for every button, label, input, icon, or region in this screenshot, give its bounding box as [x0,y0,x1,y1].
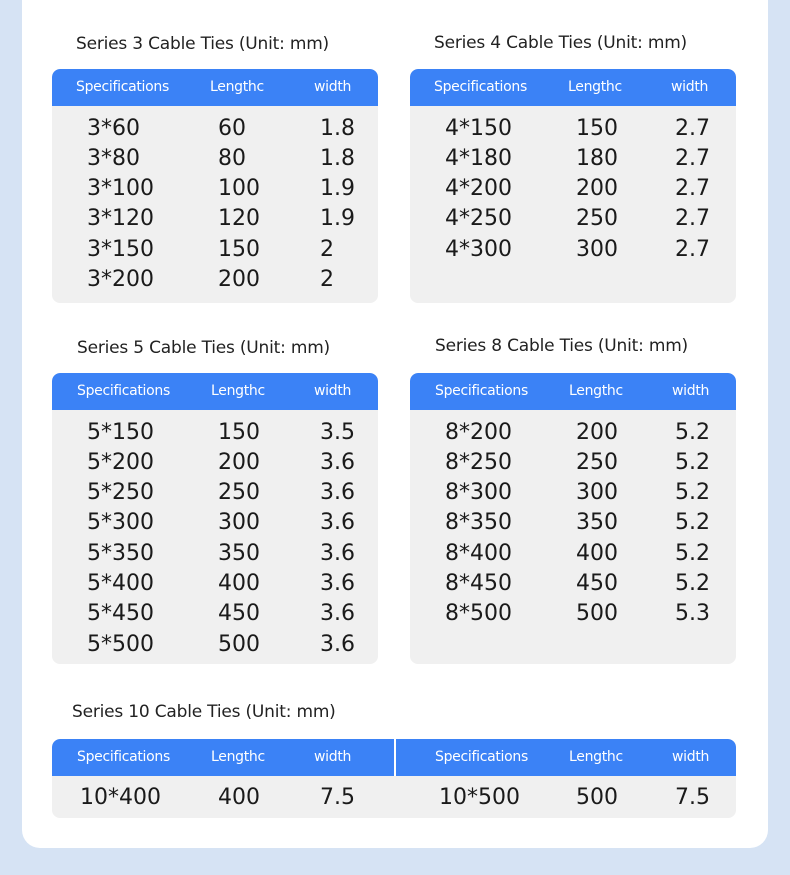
width-cell: 3.5 [320,420,355,445]
spec-cell: 10*400 [80,785,161,810]
spec-cell: 5*450 [87,601,154,626]
spec-cell: 3*80 [87,146,140,171]
table-row [410,508,736,538]
series-4-title: Series 4 Cable Ties (Unit: mm) [434,33,687,53]
width-cell: 5.2 [675,480,710,505]
length-cell: 450 [218,601,260,626]
spec-cell: 4*250 [445,206,512,231]
table-row [52,265,378,295]
table-header [52,373,378,410]
series-8-title: Series 8 Cable Ties (Unit: mm) [435,336,688,356]
length-cell: 200 [218,450,260,475]
length-cell: 100 [218,176,260,201]
header-specifications: Specifications [76,79,169,95]
table-row [410,174,736,204]
spec-cell: 3*100 [87,176,154,201]
table-row [52,539,378,569]
spec-cell: 4*200 [445,176,512,201]
length-cell: 300 [218,510,260,535]
table-header [410,373,736,410]
length-cell: 500 [218,632,260,657]
header-width: width [672,749,710,765]
table-row [410,539,736,569]
length-cell: 300 [576,480,618,505]
spec-cell: 5*300 [87,510,154,535]
spec-cell: 5*400 [87,571,154,596]
spec-cell: 8*200 [445,420,512,445]
series-3-title: Series 3 Cable Ties (Unit: mm) [76,34,329,54]
series-10-table [52,739,736,818]
spec-cell: 10*500 [439,785,520,810]
series-8-table [410,373,736,664]
header-width: width [672,383,710,399]
table-row [52,114,378,144]
length-cell: 200 [218,267,260,292]
width-cell: 5.2 [675,420,710,445]
table-row [410,418,736,448]
spec-cell: 3*200 [87,267,154,292]
length-cell: 350 [218,541,260,566]
header-length: Lengthc [568,79,622,95]
header-specifications: Specifications [77,383,170,399]
header-width: width [314,749,352,765]
width-cell: 2 [320,237,334,262]
series-5-table [52,373,378,664]
header-length: Lengthc [211,749,265,765]
width-cell: 3.6 [320,541,355,566]
spec-cell: 8*450 [445,571,512,596]
header-specifications: Specifications [435,749,528,765]
header-length: Lengthc [569,749,623,765]
spec-cell: 8*300 [445,480,512,505]
width-cell: 7.5 [320,785,355,810]
length-cell: 400 [218,785,260,810]
spec-cell: 3*60 [87,116,140,141]
table-row [52,418,378,448]
table-row [410,478,736,508]
width-cell: 2.7 [675,176,710,201]
header-length: Lengthc [569,383,623,399]
width-cell: 5.3 [675,601,710,626]
width-cell: 2 [320,267,334,292]
width-cell: 5.2 [675,541,710,566]
width-cell: 2.7 [675,146,710,171]
table-row [52,508,378,538]
width-cell: 3.6 [320,571,355,596]
table-row [410,448,736,478]
width-cell: 1.9 [320,206,355,231]
length-cell: 120 [218,206,260,231]
length-cell: 200 [576,176,618,201]
series-10-title: Series 10 Cable Ties (Unit: mm) [72,702,336,722]
width-cell: 7.5 [675,785,710,810]
width-cell: 5.2 [675,571,710,596]
spec-cell: 5*250 [87,480,154,505]
series-4-table [410,69,736,303]
spec-cell: 3*120 [87,206,154,231]
table-row [410,204,736,234]
length-cell: 150 [218,420,260,445]
table-header [52,69,378,106]
width-cell: 3.6 [320,510,355,535]
width-cell: 2.7 [675,237,710,262]
width-cell: 2.7 [675,116,710,141]
length-cell: 250 [576,450,618,475]
spec-cell: 5*150 [87,420,154,445]
table-row [52,599,378,629]
table-header [52,739,736,776]
width-cell: 3.6 [320,480,355,505]
table-row [52,174,378,204]
length-cell: 60 [218,116,246,141]
spec-cell: 8*400 [445,541,512,566]
spec-cell: 4*180 [445,146,512,171]
width-cell: 5.2 [675,510,710,535]
length-cell: 500 [576,785,618,810]
spec-cell: 8*500 [445,601,512,626]
table-row [410,569,736,599]
width-cell: 1.8 [320,116,355,141]
width-cell: 2.7 [675,206,710,231]
table-row [52,144,378,174]
spec-cell: 3*150 [87,237,154,262]
header-divider [394,739,396,776]
table-row [410,235,736,265]
width-cell: 5.2 [675,450,710,475]
header-length: Lengthc [211,383,265,399]
length-cell: 180 [576,146,618,171]
width-cell: 1.8 [320,146,355,171]
length-cell: 500 [576,601,618,626]
length-cell: 250 [218,480,260,505]
table-row [52,569,378,599]
length-cell: 400 [218,571,260,596]
spec-cell: 5*500 [87,632,154,657]
table-row [52,235,378,265]
length-cell: 250 [576,206,618,231]
header-length: Lengthc [210,79,264,95]
length-cell: 150 [218,237,260,262]
header-width: width [671,79,709,95]
table-row [52,478,378,508]
spec-cell: 5*200 [87,450,154,475]
series-3-table [52,69,378,303]
length-cell: 300 [576,237,618,262]
spec-cell: 4*150 [445,116,512,141]
table-row [52,783,736,813]
length-cell: 80 [218,146,246,171]
length-cell: 450 [576,571,618,596]
table-row [410,599,736,629]
header-specifications: Specifications [77,749,170,765]
header-specifications: Specifications [434,79,527,95]
length-cell: 400 [576,541,618,566]
length-cell: 200 [576,420,618,445]
width-cell: 3.6 [320,450,355,475]
width-cell: 1.9 [320,176,355,201]
length-cell: 150 [576,116,618,141]
width-cell: 3.6 [320,601,355,626]
width-cell: 3.6 [320,632,355,657]
table-row [52,448,378,478]
spec-cell: 5*350 [87,541,154,566]
spec-cell: 4*300 [445,237,512,262]
table-row [52,630,378,660]
spec-cell: 8*250 [445,450,512,475]
table-row [410,144,736,174]
series-5-title: Series 5 Cable Ties (Unit: mm) [77,338,330,358]
length-cell: 350 [576,510,618,535]
table-header [410,69,736,106]
header-specifications: Specifications [435,383,528,399]
table-row [410,114,736,144]
header-width: width [314,79,352,95]
header-width: width [314,383,352,399]
spec-cell: 8*350 [445,510,512,535]
table-row [52,204,378,234]
